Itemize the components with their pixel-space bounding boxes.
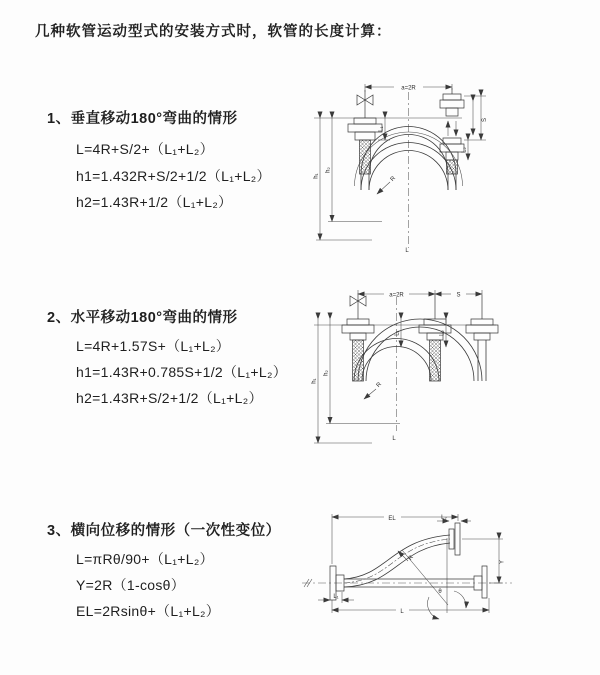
dim-label-l1: L₁ — [333, 594, 339, 600]
dim-label-offset: Y — [499, 559, 506, 565]
right-flange-upper — [440, 88, 464, 116]
radius-callout — [377, 175, 397, 194]
left-flange — [342, 319, 374, 340]
diagram-3-lateral-offset — [298, 498, 518, 638]
dim-label-l2: L₂ — [461, 147, 468, 153]
valve-icon — [357, 90, 373, 118]
section-3-heading: 3、横向位移的情形（一次性变位） — [47, 523, 281, 539]
dim-label-h2: h₂ — [325, 167, 332, 173]
dim-label-l1: L₁ — [378, 126, 385, 132]
dim-length — [332, 598, 489, 615]
page-title: 几种软管运动型式的安装方式时，软管的长度计算： — [35, 24, 392, 40]
formula-2-h1: h1=1.43R+0.785S+1/2（L₁+L₂） — [76, 364, 287, 380]
formula-3-offset: Y=2R（1-cosθ） — [76, 577, 186, 593]
dim-travel — [464, 96, 488, 140]
dim-label-h1: h₁ — [311, 378, 318, 384]
dim-span — [358, 290, 482, 299]
dim-offset — [462, 539, 506, 583]
formula-1-length: L=4R+S/2+（L₁+L₂） — [76, 141, 214, 157]
dim-fitting-left — [318, 592, 354, 603]
formula-3-length: L=πRθ/90+（L₁+L₂） — [76, 551, 214, 567]
dim-el — [332, 514, 458, 564]
dim-label-length: L — [400, 609, 404, 615]
radius-callout — [364, 381, 383, 399]
dim-label-span: a=2R — [389, 292, 404, 299]
radius-callout — [398, 550, 448, 605]
formula-1-h1: h1=1.432R+S/2+1/2（L₁+L₂） — [76, 168, 271, 184]
diagram-1-vertical-180 — [310, 74, 600, 254]
formula-3-el: EL=2Rsinθ+（L₁+L₂） — [76, 603, 221, 619]
dim-label-radius: R — [407, 554, 415, 562]
travel-arrows — [448, 121, 456, 136]
dim-label-angle: θ — [438, 589, 442, 595]
dim-span — [365, 84, 452, 92]
dim-label-length: L — [405, 248, 409, 254]
dim-label-h2: h₂ — [323, 370, 330, 376]
formula-2-length: L=4R+1.57S+（L₁+L₂） — [76, 338, 231, 354]
valve-icon — [350, 293, 366, 319]
hose-curves — [354, 319, 482, 381]
dim-label-travel: S — [456, 292, 461, 299]
diagram-2-horizontal-180 — [310, 281, 600, 453]
dim-label-el: EL — [388, 516, 396, 522]
dim-label-l1: L₁ — [394, 330, 401, 336]
formula-2-h2: h2=1.43R+S/2+1/2（L₁+L₂） — [76, 390, 263, 406]
centerlines — [314, 92, 462, 248]
dim-label-span: a=2R — [401, 85, 416, 92]
section-1-heading: 1、垂直移动180°弯曲的情形 — [47, 111, 238, 127]
dim-label-travel: S — [482, 117, 488, 123]
dim-fitting-top — [437, 515, 471, 521]
dim-label-radius: R — [389, 175, 397, 183]
right-flange — [466, 295, 498, 381]
offset-flange — [449, 523, 460, 555]
left-flange — [348, 118, 382, 140]
formula-1-h2: h2=1.43R+1/2（L₁+L₂） — [76, 194, 233, 210]
dim-label-h1: h₁ — [313, 173, 320, 179]
centerlines — [311, 297, 496, 431]
dim-heights — [314, 118, 383, 240]
right-flange-lower — [440, 138, 464, 160]
dim-fittings — [378, 118, 468, 160]
dim-label-l2: L₂ — [439, 330, 446, 336]
centerlines — [302, 538, 512, 613]
right-flange — [474, 566, 487, 598]
dim-label-radius: R — [375, 381, 383, 389]
section-2-heading: 2、水平移动180°弯曲的情形 — [47, 310, 238, 326]
dim-label-l2: L₂ — [441, 515, 447, 521]
dim-label-length: L — [392, 436, 396, 442]
